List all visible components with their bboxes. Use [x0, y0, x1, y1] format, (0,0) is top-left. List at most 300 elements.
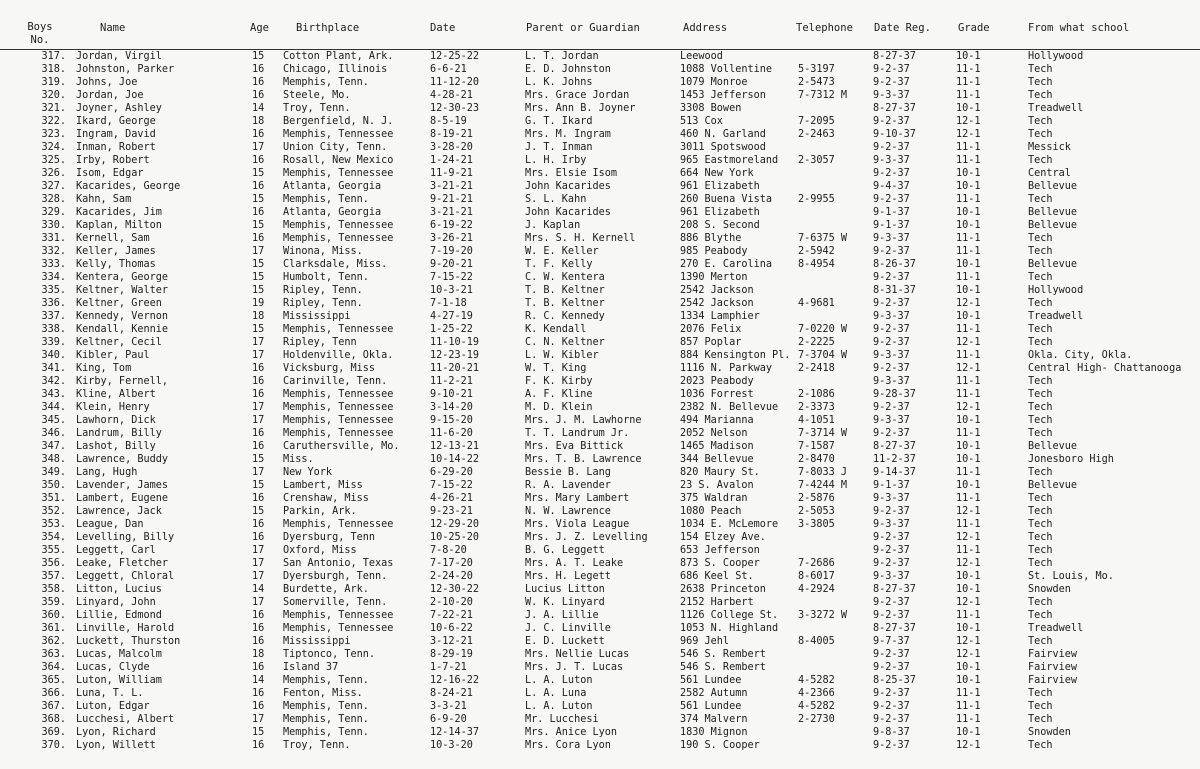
- cell-grade: 12-1: [956, 506, 981, 517]
- cell-parent-or-guardian: Mrs. Grace Jordan: [525, 90, 630, 101]
- cell-from-school: Tech: [1028, 545, 1053, 556]
- cell-grade: 10-1: [956, 207, 981, 218]
- cell-birth-date: 7-1-18: [430, 298, 467, 309]
- cell-date-registered: 9-2-37: [873, 701, 910, 712]
- cell-parent-or-guardian: F. K. Kirby: [525, 376, 593, 387]
- cell-age: 15: [252, 168, 265, 179]
- cell-address: 460 N. Garland: [680, 129, 766, 140]
- cell-from-school: Tech: [1028, 116, 1053, 127]
- cell-date-registered: 8-26-37: [873, 259, 916, 270]
- cell-from-school: Tech: [1028, 415, 1053, 426]
- cell-parent-or-guardian: E. D. Luckett: [525, 636, 605, 647]
- cell-name: Klein, Henry: [76, 402, 150, 413]
- cell-boy-number: 325.: [41, 155, 66, 166]
- cell-from-school: Central: [1028, 168, 1071, 179]
- cell-age: 16: [252, 493, 265, 504]
- cell-birthplace: Dyersburg, Tenn: [283, 532, 376, 543]
- cell-date-registered: 8-27-37: [873, 441, 916, 452]
- cell-boy-number: 354.: [41, 532, 66, 543]
- cell-date-registered: 9-2-37: [873, 558, 910, 569]
- cell-boy-number: 349.: [41, 467, 66, 478]
- cell-from-school: Okla. City, Okla.: [1028, 350, 1133, 361]
- cell-from-school: Bellevue: [1028, 220, 1078, 231]
- cell-grade: 10-1: [956, 441, 981, 452]
- cell-date-registered: 9-2-37: [873, 168, 910, 179]
- cell-address: 1465 Madison: [680, 441, 754, 452]
- cell-grade: 11-1: [956, 350, 981, 361]
- cell-boy-number: 346.: [41, 428, 66, 439]
- cell-name: Jordan, Virgil: [76, 51, 162, 62]
- cell-age: 16: [252, 519, 265, 530]
- cell-parent-or-guardian: T. B. Keltner: [525, 285, 605, 296]
- cell-boy-number: 355.: [41, 545, 66, 556]
- cell-birthplace: Memphis, Tennessee: [283, 220, 394, 231]
- header-date: Date: [430, 22, 456, 34]
- table-row: [0, 258, 1200, 271]
- cell-grade: 11-1: [956, 324, 981, 335]
- cell-parent-or-guardian: L. A. Luna: [525, 688, 587, 699]
- table-row: [0, 687, 1200, 700]
- cell-name: Kendall, Kennie: [76, 324, 169, 335]
- cell-name: Ikard, George: [76, 116, 156, 127]
- cell-date-registered: 9-2-37: [873, 662, 910, 673]
- cell-from-school: Treadwell: [1028, 623, 1084, 634]
- cell-from-school: Tech: [1028, 64, 1053, 75]
- cell-telephone: 4-2924: [798, 584, 835, 595]
- cell-from-school: Tech: [1028, 506, 1053, 517]
- cell-name: Isom, Edgar: [76, 168, 144, 179]
- cell-date-registered: 9-2-37: [873, 246, 910, 257]
- cell-telephone: 2-3373: [798, 402, 835, 413]
- cell-from-school: Tech: [1028, 740, 1053, 751]
- cell-telephone: 2-5053: [798, 506, 835, 517]
- cell-telephone: 2-2463: [798, 129, 835, 140]
- cell-address: 3011 Spotswood: [680, 142, 766, 153]
- cell-name: King, Tom: [76, 363, 132, 374]
- cell-grade: 10-1: [956, 623, 981, 634]
- cell-from-school: Tech: [1028, 324, 1053, 335]
- table-row: [0, 596, 1200, 609]
- cell-boy-number: 364.: [41, 662, 66, 673]
- table-row: [0, 102, 1200, 115]
- cell-birthplace: Memphis, Tennessee: [283, 428, 394, 439]
- cell-boy-number: 357.: [41, 571, 66, 582]
- cell-from-school: Treadwell: [1028, 311, 1084, 322]
- cell-birthplace: Fenton, Miss.: [283, 688, 363, 699]
- cell-boy-number: 347.: [41, 441, 66, 452]
- cell-birth-date: 10-6-22: [430, 623, 473, 634]
- cell-name: Lucas, Malcolm: [76, 649, 162, 660]
- cell-birthplace: Memphis, Tennessee: [283, 610, 394, 621]
- cell-birth-date: 7-17-20: [430, 558, 473, 569]
- cell-boy-number: 362.: [41, 636, 66, 647]
- cell-boy-number: 323.: [41, 129, 66, 140]
- cell-birth-date: 6-9-20: [430, 714, 467, 725]
- cell-address: 1053 N. Highland: [680, 623, 779, 634]
- cell-age: 14: [252, 675, 265, 686]
- cell-parent-or-guardian: T. T. Landrum Jr.: [525, 428, 630, 439]
- cell-grade: 10-1: [956, 480, 981, 491]
- cell-name: Litton, Lucius: [76, 584, 162, 595]
- cell-parent-or-guardian: K. Kendall: [525, 324, 587, 335]
- cell-date-registered: 9-2-37: [873, 194, 910, 205]
- cell-grade: 10-1: [956, 168, 981, 179]
- cell-age: 14: [252, 584, 265, 595]
- cell-telephone: 7-1587: [798, 441, 835, 452]
- cell-birthplace: Crenshaw, Miss: [283, 493, 369, 504]
- cell-from-school: Tech: [1028, 233, 1053, 244]
- cell-address: 23 S. Avalon: [680, 480, 754, 491]
- cell-grade: 11-1: [956, 688, 981, 699]
- cell-address: 2542 Jackson: [680, 298, 754, 309]
- cell-from-school: Snowden: [1028, 584, 1071, 595]
- cell-date-registered: 9-3-37: [873, 350, 910, 361]
- table-row: [0, 76, 1200, 89]
- cell-age: 18: [252, 116, 265, 127]
- cell-from-school: Tech: [1028, 272, 1053, 283]
- cell-date-registered: 9-2-37: [873, 506, 910, 517]
- cell-birth-date: 12-30-22: [430, 584, 480, 595]
- cell-address: 208 S. Second: [680, 220, 760, 231]
- cell-birthplace: Cotton Plant, Ark.: [283, 51, 394, 62]
- cell-birth-date: 11-12-20: [430, 77, 480, 88]
- cell-grade: 12-1: [956, 558, 981, 569]
- cell-address: 873 S. Cooper: [680, 558, 760, 569]
- table-row: [0, 622, 1200, 635]
- cell-age: 17: [252, 350, 265, 361]
- cell-date-registered: 9-10-37: [873, 129, 916, 140]
- cell-telephone: 2-3057: [798, 155, 835, 166]
- cell-grade: 11-1: [956, 142, 981, 153]
- cell-grade: 12-1: [956, 740, 981, 751]
- cell-address: 1116 N. Parkway: [680, 363, 773, 374]
- table-row: [0, 531, 1200, 544]
- cell-name: Keltner, Cecil: [76, 337, 162, 348]
- header-address: Address: [683, 22, 728, 34]
- cell-parent-or-guardian: Mrs. A. T. Leake: [525, 558, 624, 569]
- cell-grade: 12-1: [956, 649, 981, 660]
- cell-birth-date: 9-10-21: [430, 389, 473, 400]
- table-row: [0, 674, 1200, 687]
- header-grade: Grade: [958, 22, 990, 34]
- table-row: [0, 219, 1200, 232]
- cell-from-school: Tech: [1028, 519, 1053, 530]
- cell-name: Levelling, Billy: [76, 532, 175, 543]
- cell-boy-number: 360.: [41, 610, 66, 621]
- cell-birthplace: Atlanta, Georgia: [283, 207, 382, 218]
- cell-birth-date: 12-30-23: [430, 103, 480, 114]
- cell-name: Kline, Albert: [76, 389, 156, 400]
- cell-parent-or-guardian: Mrs. Mary Lambert: [525, 493, 630, 504]
- cell-birth-date: 3-12-21: [430, 636, 473, 647]
- cell-name: Kennedy, Vernon: [76, 311, 169, 322]
- cell-telephone: 8-4954: [798, 259, 835, 270]
- cell-boy-number: 369.: [41, 727, 66, 738]
- table-row: [0, 232, 1200, 245]
- cell-name: Lang, Hugh: [76, 467, 138, 478]
- table-row: [0, 336, 1200, 349]
- cell-birthplace: Memphis, Tennessee: [283, 389, 394, 400]
- table-row: [0, 89, 1200, 102]
- cell-address: 546 S. Rembert: [680, 649, 766, 660]
- header-telephone: Telephone: [796, 22, 853, 34]
- cell-birth-date: 9-20-21: [430, 259, 473, 270]
- table-row: [0, 648, 1200, 661]
- cell-parent-or-guardian: L. K. Johns: [525, 77, 593, 88]
- cell-parent-or-guardian: Mrs. Ann B. Joyner: [525, 103, 636, 114]
- cell-age: 14: [252, 103, 265, 114]
- table-row: [0, 713, 1200, 726]
- cell-name: Luton, Edgar: [76, 701, 150, 712]
- header-parent-or-guardian: Parent or Guardian: [526, 22, 640, 34]
- cell-date-registered: 9-2-37: [873, 714, 910, 725]
- cell-telephone: 7-4244 M: [798, 480, 848, 491]
- cell-age: 17: [252, 142, 265, 153]
- cell-age: 16: [252, 636, 265, 647]
- cell-grade: 11-1: [956, 428, 981, 439]
- cell-grade: 11-1: [956, 90, 981, 101]
- cell-grade: 11-1: [956, 519, 981, 530]
- cell-date-registered: 9-3-37: [873, 376, 910, 387]
- cell-address: 344 Bellevue: [680, 454, 754, 465]
- cell-boy-number: 329.: [41, 207, 66, 218]
- cell-birthplace: Rosall, New Mexico: [283, 155, 394, 166]
- cell-date-registered: 9-2-37: [873, 77, 910, 88]
- cell-birth-date: 10-14-22: [430, 454, 480, 465]
- cell-boy-number: 348.: [41, 454, 66, 465]
- cell-parent-or-guardian: Lucius Litton: [525, 584, 605, 595]
- table-row: [0, 362, 1200, 375]
- cell-grade: 12-1: [956, 636, 981, 647]
- table-row: [0, 635, 1200, 648]
- cell-telephone: 4-5282: [798, 701, 835, 712]
- cell-name: Lambert, Eugene: [76, 493, 169, 504]
- cell-birth-date: 3-21-21: [430, 207, 473, 218]
- cell-from-school: Tech: [1028, 194, 1053, 205]
- table-row: [0, 505, 1200, 518]
- cell-birth-date: 6-6-21: [430, 64, 467, 75]
- cell-age: 16: [252, 623, 265, 634]
- cell-parent-or-guardian: J. A. Lillie: [525, 610, 599, 621]
- cell-parent-or-guardian: L. A. Luton: [525, 675, 593, 686]
- cell-grade: 12-1: [956, 337, 981, 348]
- cell-date-registered: 9-2-37: [873, 64, 910, 75]
- cell-address: 886 Blythe: [680, 233, 742, 244]
- cell-date-registered: 9-2-37: [873, 545, 910, 556]
- cell-birth-date: 12-23-19: [430, 350, 480, 361]
- cell-parent-or-guardian: C. W. Kentera: [525, 272, 605, 283]
- cell-address: 513 Cox: [680, 116, 723, 127]
- cell-address: Leewood: [680, 51, 723, 62]
- cell-address: 561 Lundee: [680, 675, 742, 686]
- table-row: [0, 557, 1200, 570]
- cell-birth-date: 12-13-21: [430, 441, 480, 452]
- cell-parent-or-guardian: Mrs. T. B. Lawrence: [525, 454, 642, 465]
- cell-parent-or-guardian: B. G. Leggett: [525, 545, 605, 556]
- cell-name: Kacarides, Jim: [76, 207, 162, 218]
- cell-grade: 12-1: [956, 298, 981, 309]
- cell-age: 16: [252, 181, 265, 192]
- cell-name: Keller, James: [76, 246, 156, 257]
- cell-birth-date: 11-6-20: [430, 428, 473, 439]
- cell-telephone: 4-1051: [798, 415, 835, 426]
- cell-telephone: 7-2686: [798, 558, 835, 569]
- cell-name: Kacarides, George: [76, 181, 181, 192]
- cell-address: 2152 Harbert: [680, 597, 754, 608]
- cell-birth-date: 9-23-21: [430, 506, 473, 517]
- cell-from-school: Treadwell: [1028, 103, 1084, 114]
- cell-boy-number: 336.: [41, 298, 66, 309]
- cell-boy-number: 326.: [41, 168, 66, 179]
- cell-address: 1830 Mignon: [680, 727, 748, 738]
- cell-name: Lillie, Edmond: [76, 610, 162, 621]
- cell-parent-or-guardian: A. F. Kline: [525, 389, 593, 400]
- cell-name: Luton, William: [76, 675, 162, 686]
- cell-telephone: 3-3805: [798, 519, 835, 530]
- cell-parent-or-guardian: John Kacarides: [525, 207, 611, 218]
- cell-address: 375 Waldran: [680, 493, 748, 504]
- cell-name: Kirby, Fernell,: [76, 376, 169, 387]
- table-row: [0, 206, 1200, 219]
- cell-from-school: Tech: [1028, 532, 1053, 543]
- cell-age: 17: [252, 415, 265, 426]
- cell-parent-or-guardian: J. C. Linville: [525, 623, 611, 634]
- table-row: [0, 284, 1200, 297]
- cell-birthplace: Caruthersville, Mo.: [283, 441, 400, 452]
- cell-birthplace: Memphis, Tenn.: [283, 194, 369, 205]
- cell-birthplace: Memphis, Tennessee: [283, 324, 394, 335]
- cell-boy-number: 318.: [41, 64, 66, 75]
- cell-birth-date: 6-29-20: [430, 467, 473, 478]
- cell-grade: 11-1: [956, 376, 981, 387]
- cell-date-registered: 9-8-37: [873, 727, 910, 738]
- cell-name: Keltner, Walter: [76, 285, 169, 296]
- cell-date-registered: 9-14-37: [873, 467, 916, 478]
- table-row: [0, 375, 1200, 388]
- cell-parent-or-guardian: S. L. Kahn: [525, 194, 587, 205]
- cell-parent-or-guardian: L. W. Kibler: [525, 350, 599, 361]
- cell-grade: 12-1: [956, 116, 981, 127]
- cell-from-school: Tech: [1028, 246, 1053, 257]
- cell-age: 17: [252, 558, 265, 569]
- cell-address: 686 Keel St.: [680, 571, 754, 582]
- cell-name: Keltner, Green: [76, 298, 162, 309]
- cell-date-registered: 9-2-37: [873, 142, 910, 153]
- cell-parent-or-guardian: E. D. Johnston: [525, 64, 611, 75]
- cell-name: Lashot, Billy: [76, 441, 156, 452]
- cell-parent-or-guardian: R. A. Lavender: [525, 480, 611, 491]
- cell-grade: 11-1: [956, 155, 981, 166]
- cell-from-school: Tech: [1028, 688, 1053, 699]
- header-name: Name: [100, 22, 126, 34]
- cell-age: 17: [252, 597, 265, 608]
- cell-telephone: 7-7312 M: [798, 90, 848, 101]
- cell-date-registered: 9-7-37: [873, 636, 910, 647]
- cell-address: 965 Eastmoreland: [680, 155, 779, 166]
- cell-from-school: Hollywood: [1028, 285, 1084, 296]
- cell-parent-or-guardian: T. F. Kelly: [525, 259, 593, 270]
- cell-age: 15: [252, 324, 265, 335]
- cell-age: 16: [252, 610, 265, 621]
- header-birthplace: Birthplace: [296, 22, 360, 34]
- cell-age: 16: [252, 129, 265, 140]
- cell-grade: 10-1: [956, 220, 981, 231]
- cell-date-registered: 9-3-37: [873, 311, 910, 322]
- cell-grade: 10-1: [956, 662, 981, 673]
- table-row: [0, 154, 1200, 167]
- cell-address: 857 Poplar: [680, 337, 742, 348]
- cell-telephone: 3-3272 W: [798, 610, 848, 621]
- cell-birthplace: Ripley, Tenn.: [283, 285, 363, 296]
- cell-from-school: Tech: [1028, 493, 1053, 504]
- table-row: [0, 63, 1200, 76]
- cell-grade: 12-1: [956, 597, 981, 608]
- table-row: [0, 518, 1200, 531]
- cell-birth-date: 8-19-21: [430, 129, 473, 140]
- cell-parent-or-guardian: Mrs. J. T. Lucas: [525, 662, 624, 673]
- cell-telephone: 2-8470: [798, 454, 835, 465]
- cell-telephone: 2-5942: [798, 246, 835, 257]
- cell-birth-date: 11-9-21: [430, 168, 473, 179]
- cell-age: 15: [252, 506, 265, 517]
- cell-birth-date: 3-14-20: [430, 402, 473, 413]
- cell-age: 16: [252, 688, 265, 699]
- table-row: [0, 414, 1200, 427]
- cell-date-registered: 9-1-37: [873, 480, 910, 491]
- cell-birth-date: 9-21-21: [430, 194, 473, 205]
- cell-age: 15: [252, 194, 265, 205]
- cell-name: Kibler, Paul: [76, 350, 150, 361]
- cell-boy-number: 322.: [41, 116, 66, 127]
- cell-parent-or-guardian: Bessie B. Lang: [525, 467, 611, 478]
- cell-address: 2638 Princeton: [680, 584, 766, 595]
- cell-grade: 11-1: [956, 610, 981, 621]
- table-row: [0, 245, 1200, 258]
- cell-age: 16: [252, 532, 265, 543]
- cell-birthplace: Memphis, Tenn.: [283, 714, 369, 725]
- cell-from-school: Tech: [1028, 129, 1053, 140]
- cell-telephone: 4-2366: [798, 688, 835, 699]
- header-from-what-school: From what school: [1028, 22, 1130, 34]
- table-row: [0, 310, 1200, 323]
- cell-birthplace: Oxford, Miss: [283, 545, 357, 556]
- cell-from-school: Tech: [1028, 714, 1053, 725]
- cell-grade: 10-1: [956, 51, 981, 62]
- cell-address: 884 Kensington Pl.: [680, 350, 791, 361]
- cell-birthplace: Winona, Miss.: [283, 246, 363, 257]
- cell-name: Jordan, Joe: [76, 90, 144, 101]
- cell-birthplace: Memphis, Tennessee: [283, 402, 394, 413]
- cell-birthplace: Memphis, Tenn.: [283, 727, 369, 738]
- cell-birth-date: 1-7-21: [430, 662, 467, 673]
- cell-name: Lawhorn, Dick: [76, 415, 156, 426]
- cell-parent-or-guardian: Mrs. S. H. Kernell: [525, 233, 636, 244]
- cell-address: 2582 Autumn: [680, 688, 748, 699]
- cell-parent-or-guardian: M. D. Klein: [525, 402, 593, 413]
- table-row: [0, 570, 1200, 583]
- cell-address: 270 E. Carolina: [680, 259, 773, 270]
- cell-birth-date: 6-19-22: [430, 220, 473, 231]
- cell-telephone: 4-9681: [798, 298, 835, 309]
- cell-from-school: Tech: [1028, 389, 1053, 400]
- table-row: [0, 440, 1200, 453]
- cell-name: Leggett, Carl: [76, 545, 156, 556]
- cell-address: 961 Elizabeth: [680, 207, 760, 218]
- cell-grade: 11-1: [956, 467, 981, 478]
- cell-telephone: 2-2225: [798, 337, 835, 348]
- table-row: [0, 492, 1200, 505]
- cell-birth-date: 3-21-21: [430, 181, 473, 192]
